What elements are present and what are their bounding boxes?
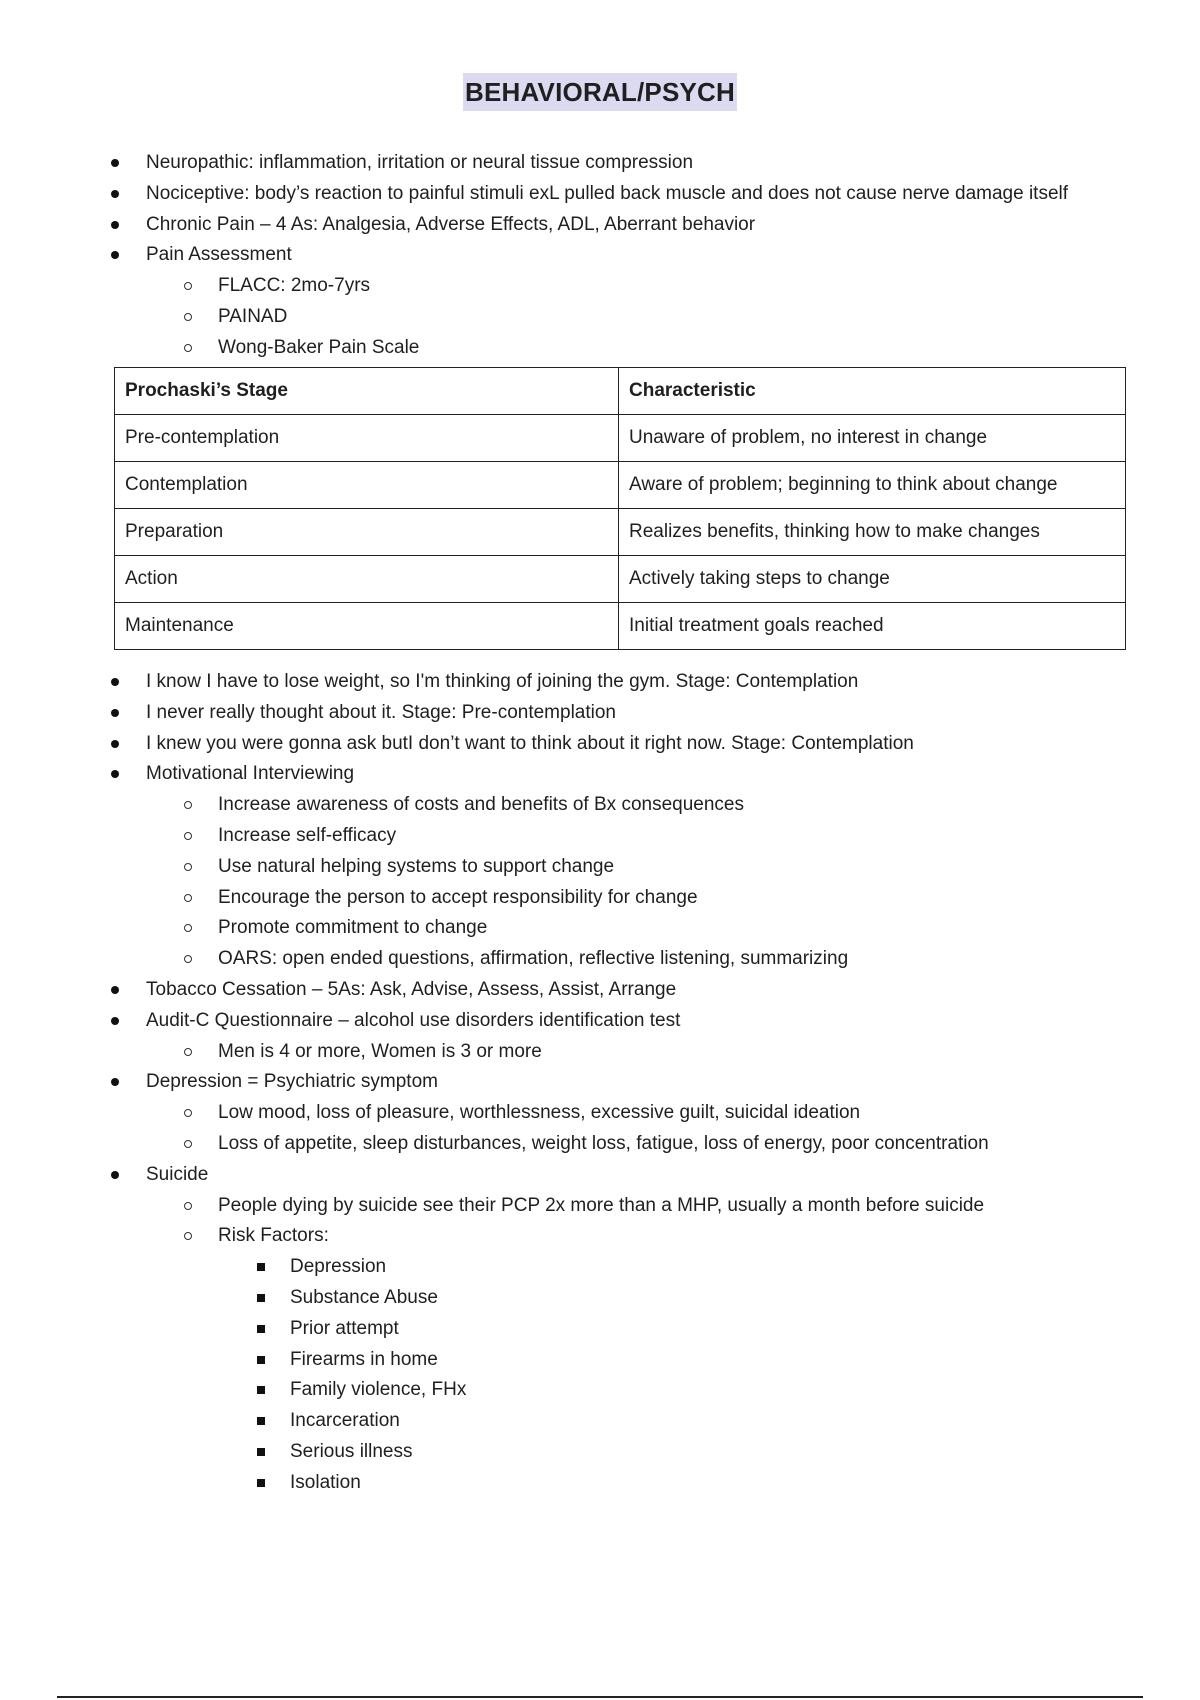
table-cell-stage: Contemplation bbox=[115, 462, 619, 509]
list-item-text: Family violence, FHx bbox=[290, 1379, 467, 1401]
disc-bullet-icon bbox=[105, 667, 125, 698]
disc-bullet-icon bbox=[105, 1160, 125, 1191]
list-item bbox=[0, 333, 1200, 364]
list-item bbox=[0, 271, 1200, 302]
behavior-notes-list bbox=[0, 667, 1200, 1499]
table-cell-characteristic: Aware of problem; beginning to think about change bbox=[619, 462, 1126, 509]
list-item bbox=[0, 729, 1200, 760]
list-item bbox=[0, 302, 1200, 333]
list-item-text: I knew you were gonna ask butI don’t want to think about it right now. Stage: Contemplation bbox=[146, 732, 914, 754]
disc-bullet-icon bbox=[105, 210, 125, 241]
list-item-text: Suicide bbox=[146, 1163, 209, 1185]
list-item-text: Encourage the person to accept responsibility for change bbox=[218, 886, 698, 908]
list-item-text: Depression bbox=[290, 1256, 387, 1278]
list-item-text: Pain Assessment bbox=[146, 244, 292, 266]
list-item bbox=[0, 667, 1200, 698]
disc-bullet-icon bbox=[105, 759, 125, 790]
square-bullet-icon bbox=[251, 1437, 271, 1468]
table-cell-characteristic: Initial treatment goals reached bbox=[619, 603, 1126, 650]
list-item bbox=[0, 1345, 1200, 1376]
square-bullet-icon bbox=[251, 1345, 271, 1376]
list-item bbox=[0, 944, 1200, 975]
list-item bbox=[0, 913, 1200, 944]
list-item-text: Risk Factors: bbox=[218, 1225, 329, 1247]
list-item-text: Increase self-efficacy bbox=[218, 824, 397, 846]
footer-divider bbox=[57, 1696, 1143, 1698]
list-item bbox=[0, 240, 1200, 271]
square-bullet-icon bbox=[251, 1283, 271, 1314]
disc-bullet-icon bbox=[105, 729, 125, 760]
disc-bullet-icon bbox=[105, 1067, 125, 1098]
page-title: BEHAVIORAL/PSYCH bbox=[463, 73, 737, 111]
list-item bbox=[0, 1067, 1200, 1098]
disc-bullet-icon bbox=[105, 179, 125, 210]
list-item bbox=[0, 1160, 1200, 1191]
list-item-text: Neuropathic: inflammation, irritation or neural tissue compression bbox=[146, 152, 694, 173]
list-item bbox=[0, 1375, 1200, 1406]
list-item bbox=[0, 1437, 1200, 1468]
list-item bbox=[0, 148, 1200, 179]
list-item-text: Substance Abuse bbox=[290, 1286, 438, 1308]
circle-bullet-icon bbox=[178, 333, 198, 364]
list-item-text: Audit-C Questionnaire – alcohol use disorders identification test bbox=[146, 1009, 681, 1031]
list-item-text: I never really thought about it. Stage: Pre-contemplation bbox=[146, 701, 616, 723]
list-item bbox=[0, 790, 1200, 821]
circle-bullet-icon bbox=[178, 1037, 198, 1068]
prochaski-stages-table bbox=[114, 367, 1126, 650]
table-cell-stage: Maintenance bbox=[115, 603, 619, 650]
list-item bbox=[0, 1314, 1200, 1345]
list-item-text: Wong-Baker Pain Scale bbox=[218, 336, 420, 358]
square-bullet-icon bbox=[251, 1375, 271, 1406]
table-cell-characteristic: Unaware of problem, no interest in change bbox=[619, 415, 1126, 462]
table-cell-stage: Preparation bbox=[115, 509, 619, 556]
list-item bbox=[0, 210, 1200, 241]
table-row bbox=[115, 556, 1126, 603]
table-header-row bbox=[115, 368, 1126, 415]
list-item-text: Loss of appetite, sleep disturbances, weight loss, fatigue, loss of energy, poor concentration bbox=[218, 1132, 989, 1154]
disc-bullet-icon bbox=[105, 698, 125, 729]
list-item bbox=[0, 1221, 1200, 1252]
list-item-text: Use natural helping systems to support change bbox=[218, 855, 615, 877]
circle-bullet-icon bbox=[178, 302, 198, 333]
circle-bullet-icon bbox=[178, 1191, 198, 1222]
list-item-text: Firearms in home bbox=[290, 1348, 438, 1370]
circle-bullet-icon bbox=[178, 1129, 198, 1160]
list-item-text: Increase awareness of costs and benefits of Bx consequences bbox=[218, 794, 744, 816]
list-item-text: Promote commitment to change bbox=[218, 917, 488, 939]
disc-bullet-icon bbox=[105, 148, 125, 179]
list-item-text: Serious illness bbox=[290, 1440, 413, 1462]
circle-bullet-icon bbox=[178, 913, 198, 944]
list-item-text: FLACC: 2mo-7yrs bbox=[218, 275, 371, 297]
list-item-text: OARS: open ended questions, affirmation, reflective listening, summarizing bbox=[218, 948, 849, 970]
table-cell-stage: Pre-contemplation bbox=[115, 415, 619, 462]
list-item-text: PAINAD bbox=[218, 305, 288, 327]
circle-bullet-icon bbox=[178, 821, 198, 852]
list-item bbox=[0, 1098, 1200, 1129]
list-item-text: Chronic Pain – 4 As: Analgesia, Adverse Effects, ADL, Aberrant behavior bbox=[146, 213, 756, 235]
list-item bbox=[0, 883, 1200, 914]
list-item bbox=[0, 1283, 1200, 1314]
list-item bbox=[0, 759, 1200, 790]
circle-bullet-icon bbox=[178, 944, 198, 975]
table-header-characteristic: Characteristic bbox=[619, 368, 1126, 415]
disc-bullet-icon bbox=[105, 240, 125, 271]
square-bullet-icon bbox=[251, 1468, 271, 1499]
list-item bbox=[0, 1191, 1200, 1222]
table-row bbox=[115, 509, 1126, 556]
table-row bbox=[115, 462, 1126, 509]
circle-bullet-icon bbox=[178, 883, 198, 914]
list-item bbox=[0, 1468, 1200, 1499]
list-item bbox=[0, 179, 1200, 210]
list-item-text: Motivational Interviewing bbox=[146, 763, 355, 785]
list-item bbox=[0, 1406, 1200, 1437]
list-item bbox=[0, 821, 1200, 852]
pain-notes-list bbox=[0, 148, 1200, 364]
list-item-text: Isolation bbox=[290, 1471, 361, 1493]
list-item-text: Prior attempt bbox=[290, 1317, 399, 1339]
list-item-text: Low mood, loss of pleasure, worthlessness, excessive guilt, suicidal ideation bbox=[218, 1102, 861, 1124]
list-item bbox=[0, 852, 1200, 883]
list-item bbox=[0, 1129, 1200, 1160]
square-bullet-icon bbox=[251, 1314, 271, 1345]
table-row bbox=[115, 603, 1126, 650]
list-item-text: Depression = Psychiatric symptom bbox=[146, 1071, 438, 1093]
list-item bbox=[0, 975, 1200, 1006]
table-row bbox=[115, 415, 1126, 462]
table-cell-characteristic: Realizes benefits, thinking how to make changes bbox=[619, 509, 1126, 556]
list-item-text: Men is 4 or more, Women is 3 or more bbox=[218, 1040, 542, 1062]
list-item bbox=[0, 1037, 1200, 1068]
circle-bullet-icon bbox=[178, 790, 198, 821]
list-item bbox=[0, 1252, 1200, 1283]
title-wrap bbox=[0, 73, 1200, 111]
circle-bullet-icon bbox=[178, 271, 198, 302]
square-bullet-icon bbox=[251, 1252, 271, 1283]
circle-bullet-icon bbox=[178, 852, 198, 883]
circle-bullet-icon bbox=[178, 1221, 198, 1252]
list-item-text: Tobacco Cessation – 5As: Ask, Advise, Assess, Assist, Arrange bbox=[146, 978, 677, 1000]
list-item bbox=[0, 1006, 1200, 1037]
table-cell-stage: Action bbox=[115, 556, 619, 603]
circle-bullet-icon bbox=[178, 1098, 198, 1129]
list-item-text: Incarceration bbox=[290, 1410, 400, 1432]
disc-bullet-icon bbox=[105, 975, 125, 1006]
table-header-stage: Prochaski’s Stage bbox=[115, 368, 619, 415]
disc-bullet-icon bbox=[105, 1006, 125, 1037]
list-item bbox=[0, 698, 1200, 729]
list-item-text: I know I have to lose weight, so I'm thinking of joining the gym. Stage: Contemplation bbox=[146, 671, 859, 692]
list-item-text: People dying by suicide see their PCP 2x more than a MHP, usually a month before suicide bbox=[218, 1194, 985, 1216]
list-item-text: Nociceptive: body’s reaction to painful stimuli exL pulled back muscle and does not cause nerve damage itself bbox=[146, 182, 1069, 204]
table-cell-characteristic: Actively taking steps to change bbox=[619, 556, 1126, 603]
square-bullet-icon bbox=[251, 1406, 271, 1437]
